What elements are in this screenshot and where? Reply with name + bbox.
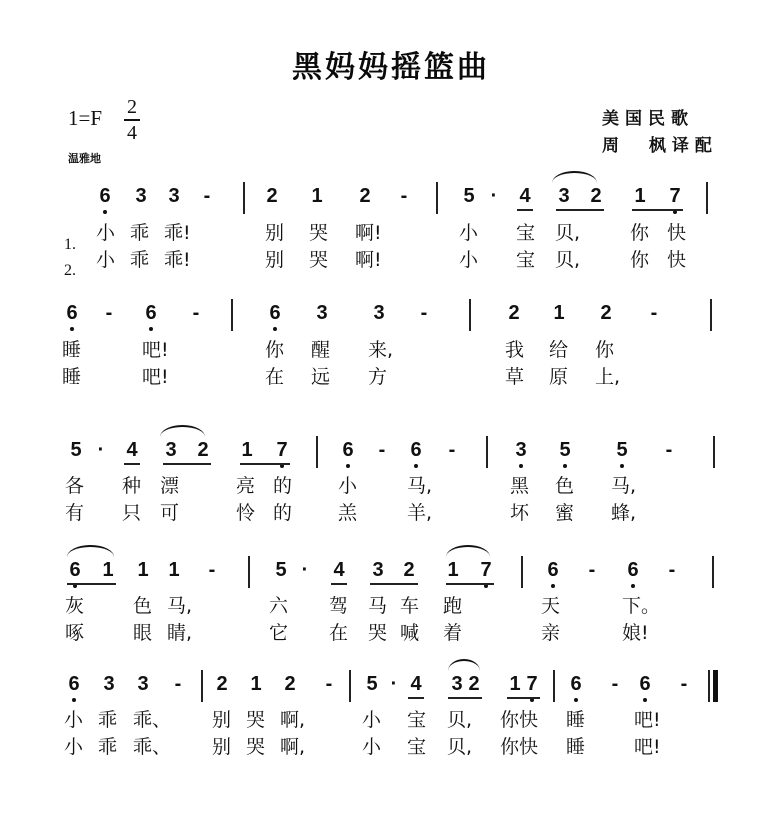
lyric-syllable: 六 (269, 595, 289, 617)
low-octave-dot (574, 698, 578, 702)
note: 5 (275, 559, 287, 581)
low-octave-dot (72, 698, 76, 702)
key-signature: 1=F (68, 106, 103, 130)
note: 1 (168, 559, 180, 581)
barline (436, 182, 438, 214)
barline (231, 299, 233, 331)
dash-note: - (105, 302, 113, 324)
barline (486, 436, 488, 468)
lyric-syllable: 跑 (443, 595, 463, 617)
barline (349, 670, 351, 702)
lyric-syllable: 啄 (65, 622, 85, 644)
lyric-syllable: 马, (407, 475, 433, 497)
lyric-syllable: 醒 (311, 339, 331, 361)
lyric-syllable: 蜂, (611, 502, 637, 524)
note: 1 (241, 439, 253, 461)
note: 3 (558, 185, 570, 207)
lyric-syllable: 小 (362, 736, 382, 758)
dash-note: - (650, 302, 658, 324)
lyric-syllable: 睡 (62, 366, 82, 388)
dot-extension: · (490, 185, 498, 207)
eighth-beam (556, 209, 604, 211)
eighth-beam (632, 209, 683, 211)
note: 7 (273, 439, 291, 461)
lyric-syllable: 色 (133, 595, 153, 617)
low-octave-dot (643, 698, 647, 702)
lyric-syllable: 哭 (309, 249, 329, 271)
lyric-syllable: 娘! (622, 622, 649, 644)
lyric-syllable: 亮 (236, 475, 256, 497)
dot-extension: · (97, 439, 105, 461)
lyric-syllable: 种 (122, 475, 142, 497)
note: 6 (567, 673, 585, 695)
low-octave-dot (273, 327, 277, 331)
lyric-syllable: 天 (541, 595, 561, 617)
note: 2 (266, 185, 278, 207)
lyric-syllable: 喊 (400, 622, 420, 644)
note: 2 (590, 185, 602, 207)
lyric-syllable: 贝, (447, 736, 473, 758)
lyric-syllable: 别 (212, 709, 232, 731)
barline (243, 182, 245, 214)
note: 4 (410, 673, 422, 695)
lyric-syllable: 马 (368, 595, 388, 617)
note: 3 (103, 673, 115, 695)
low-octave-dot (414, 464, 418, 468)
lyric-syllable: 乖 (130, 222, 150, 244)
note: 6 (65, 673, 83, 695)
note: 6 (636, 673, 654, 695)
lyric-syllable: 黑 (510, 475, 530, 497)
barline (553, 670, 555, 702)
lyric-syllable: 别 (265, 222, 285, 244)
lyric-syllable: 睛, (167, 622, 193, 644)
lyric-syllable: 贝, (555, 249, 581, 271)
lyric-syllable: 小 (338, 475, 358, 497)
low-octave-dot (563, 464, 567, 468)
low-octave-dot (103, 210, 107, 214)
dash-note: - (400, 185, 408, 207)
dash-note: - (448, 439, 456, 461)
lyric-syllable: 色 (555, 475, 575, 497)
lyric-syllable: 坏 (510, 502, 530, 524)
barline (713, 436, 715, 468)
barline (712, 556, 714, 588)
barline (248, 556, 250, 588)
lyric-syllable: 啊! (355, 222, 382, 244)
lyric-syllable: 你快 (500, 709, 539, 731)
lyric-syllable: 给 (549, 339, 569, 361)
low-octave-dot (551, 584, 555, 588)
barline (201, 670, 203, 702)
note: 4 (519, 185, 531, 207)
lyric-syllable: 啊, (280, 736, 306, 758)
lyric-syllable: 你 (595, 339, 615, 361)
lyric-syllable: 宝 (516, 249, 536, 271)
time-signature (124, 96, 140, 144)
lyric-syllable: 小 (64, 736, 84, 758)
low-octave-dot (484, 584, 488, 588)
slur-arc (446, 545, 490, 557)
lyric-syllable: 哭 (246, 709, 266, 731)
note: 2 (403, 559, 415, 581)
dash-note: - (378, 439, 386, 461)
lyric-syllable: 小 (96, 249, 116, 271)
verse-number-2: 2. (64, 262, 76, 279)
low-octave-dot (530, 698, 534, 702)
lyric-syllable: 有 (65, 502, 85, 524)
note: 3 (168, 185, 180, 207)
lyric-syllable: 贝, (555, 222, 581, 244)
note: 2 (284, 673, 296, 695)
lyric-syllable: 小 (459, 249, 479, 271)
lyric-syllable: 漂 (160, 475, 180, 497)
lyric-syllable: 快 (667, 249, 687, 271)
note: 3 (165, 439, 177, 461)
lyric-syllable: 我 (505, 339, 525, 361)
lyric-syllable: 乖、 (133, 736, 172, 758)
note: 6 (544, 559, 562, 581)
lyric-syllable: 车 (400, 595, 420, 617)
lyric-syllable: 怜 (236, 502, 256, 524)
dash-note: - (665, 439, 673, 461)
dash-note: - (203, 185, 211, 207)
note: 2 (468, 673, 480, 695)
eighth-beam (67, 583, 116, 585)
note: 5 (366, 673, 378, 695)
note: 6 (407, 439, 425, 461)
dot-extension: · (301, 559, 309, 581)
eighth-beam (446, 583, 494, 585)
eighth-beam (517, 209, 533, 211)
lyric-syllable: 贝, (447, 709, 473, 731)
lyric-syllable: 乖 (98, 736, 118, 758)
note: 2 (197, 439, 209, 461)
lyric-syllable: 哭 (246, 736, 266, 758)
lyric-syllable: 各 (65, 475, 85, 497)
slur-arc (552, 171, 597, 183)
lyric-syllable: 驾 (329, 595, 349, 617)
lyric-syllable: 草 (505, 366, 525, 388)
note: 2 (359, 185, 371, 207)
note: 1 (447, 559, 459, 581)
note: 7 (523, 673, 541, 695)
note: 1 (634, 185, 646, 207)
lyric-syllable: 吧! (634, 736, 661, 758)
note: 2 (216, 673, 228, 695)
lyric-syllable: 原 (549, 366, 569, 388)
note: 5 (463, 185, 475, 207)
lyric-syllable: 乖 (98, 709, 118, 731)
note: 7 (666, 185, 684, 207)
lyric-syllable: 羊, (407, 502, 433, 524)
lyric-syllable: 吧! (634, 709, 661, 731)
eighth-beam (408, 697, 424, 699)
note: 1 (102, 559, 114, 581)
eighth-beam (507, 697, 540, 699)
lyric-syllable: 小 (64, 709, 84, 731)
dash-note: - (420, 302, 428, 324)
lyric-syllable: 宝 (516, 222, 536, 244)
lyric-syllable: 的 (273, 502, 293, 524)
lyric-syllable: 方 (368, 366, 388, 388)
lyric-syllable: 哭 (309, 222, 329, 244)
lyric-syllable: 羔 (338, 502, 358, 524)
low-octave-dot (620, 464, 624, 468)
lyric-syllable: 来, (368, 339, 394, 361)
dash-note: - (668, 559, 676, 581)
lyric-syllable: 吧! (142, 339, 169, 361)
lyric-syllable: 眼 (133, 622, 153, 644)
lyric-syllable: 别 (212, 736, 232, 758)
lyric-syllable: 蜜 (555, 502, 575, 524)
eighth-beam (448, 697, 482, 699)
lyric-syllable: 它 (269, 622, 289, 644)
low-octave-dot (70, 327, 74, 331)
note: 6 (266, 302, 284, 324)
slur-arc (67, 545, 114, 557)
note: 3 (135, 185, 147, 207)
note: 3 (512, 439, 530, 461)
barline (710, 299, 712, 331)
eighth-beam (331, 583, 347, 585)
lyric-syllable: 乖! (164, 249, 191, 271)
note: 3 (451, 673, 463, 695)
dash-note: - (192, 302, 200, 324)
tempo-marking: 温雅地 (68, 152, 101, 165)
lyric-syllable: 睡 (62, 339, 82, 361)
lyric-syllable: 吧! (142, 366, 169, 388)
lyric-syllable: 睡 (566, 709, 586, 731)
dash-note: - (588, 559, 596, 581)
final-barline-thin (708, 670, 710, 702)
note: 1 (509, 673, 521, 695)
time-signature-denominator: 4 (127, 121, 137, 144)
lyric-syllable: 快 (667, 222, 687, 244)
lyric-syllable: 你 (630, 249, 650, 271)
note: 3 (137, 673, 149, 695)
lyric-syllable: 宝 (407, 736, 427, 758)
eighth-beam (124, 463, 140, 465)
note: 3 (316, 302, 328, 324)
lyric-syllable: 着 (443, 622, 463, 644)
note: 1 (553, 302, 565, 324)
lyric-syllable: 在 (329, 622, 349, 644)
note: 1 (137, 559, 149, 581)
low-octave-dot (519, 464, 523, 468)
low-octave-dot (346, 464, 350, 468)
lyric-syllable: 乖、 (133, 709, 172, 731)
arranger-credit: 周 枫译配 (602, 136, 718, 156)
dash-note: - (174, 673, 182, 695)
lyric-syllable: 在 (265, 366, 285, 388)
low-octave-dot (280, 464, 284, 468)
note: 7 (477, 559, 495, 581)
note: 1 (311, 185, 323, 207)
eighth-beam (240, 463, 290, 465)
barline (316, 436, 318, 468)
note: 6 (63, 302, 81, 324)
lyric-syllable: 小 (362, 709, 382, 731)
note: 2 (600, 302, 612, 324)
low-octave-dot (631, 584, 635, 588)
lyric-syllable: 下。 (622, 595, 661, 617)
lyric-syllable: 的 (273, 475, 293, 497)
final-barline-thick (713, 670, 718, 702)
lyric-syllable: 只 (122, 502, 142, 524)
dash-note: - (325, 673, 333, 695)
lyric-syllable: 小 (459, 222, 479, 244)
note: 4 (333, 559, 345, 581)
lyric-syllable: 哭 (368, 622, 388, 644)
note: 5 (613, 439, 631, 461)
eighth-beam (163, 463, 211, 465)
lyric-syllable: 灰 (65, 595, 85, 617)
dash-note: - (611, 673, 619, 695)
lyric-syllable: 别 (265, 249, 285, 271)
dot-extension: · (390, 673, 398, 695)
lyric-syllable: 啊! (355, 249, 382, 271)
lyric-syllable: 你 (630, 222, 650, 244)
low-octave-dot (73, 584, 77, 588)
time-signature-divider (124, 119, 140, 121)
note: 3 (373, 302, 385, 324)
lyric-syllable: 马, (611, 475, 637, 497)
note: 6 (624, 559, 642, 581)
verse-number-1: 1. (64, 236, 76, 253)
lyric-syllable: 乖 (130, 249, 150, 271)
note: 2 (508, 302, 520, 324)
lyric-syllable: 你 (265, 339, 285, 361)
lyric-syllable: 上, (595, 366, 621, 388)
note: 5 (70, 439, 82, 461)
barline (706, 182, 708, 214)
song-origin: 美国民歌 (602, 109, 694, 129)
time-signature-numerator: 2 (127, 96, 137, 118)
lyric-syllable: 乖! (164, 222, 191, 244)
note: 1 (250, 673, 262, 695)
lyric-syllable: 小 (96, 222, 116, 244)
dash-note: - (208, 559, 216, 581)
lyric-syllable: 远 (311, 366, 331, 388)
note: 5 (556, 439, 574, 461)
note: 4 (126, 439, 138, 461)
lyric-syllable: 宝 (407, 709, 427, 731)
note: 6 (142, 302, 160, 324)
note: 6 (339, 439, 357, 461)
lyric-syllable: 可 (160, 502, 180, 524)
lyric-syllable: 你快 (500, 736, 539, 758)
low-octave-dot (673, 210, 677, 214)
barline (521, 556, 523, 588)
barline (469, 299, 471, 331)
lyric-syllable: 睡 (566, 736, 586, 758)
low-octave-dot (149, 327, 153, 331)
lyric-syllable: 啊, (280, 709, 306, 731)
note: 6 (96, 185, 114, 207)
slur-arc (448, 659, 480, 671)
dash-note: - (680, 673, 688, 695)
note: 6 (66, 559, 84, 581)
slur-arc (160, 425, 205, 437)
note: 3 (372, 559, 384, 581)
lyric-syllable: 亲 (541, 622, 561, 644)
song-title: 黑妈妈摇篮曲 (292, 50, 490, 85)
eighth-beam (370, 583, 418, 585)
lyric-syllable: 马, (167, 595, 193, 617)
